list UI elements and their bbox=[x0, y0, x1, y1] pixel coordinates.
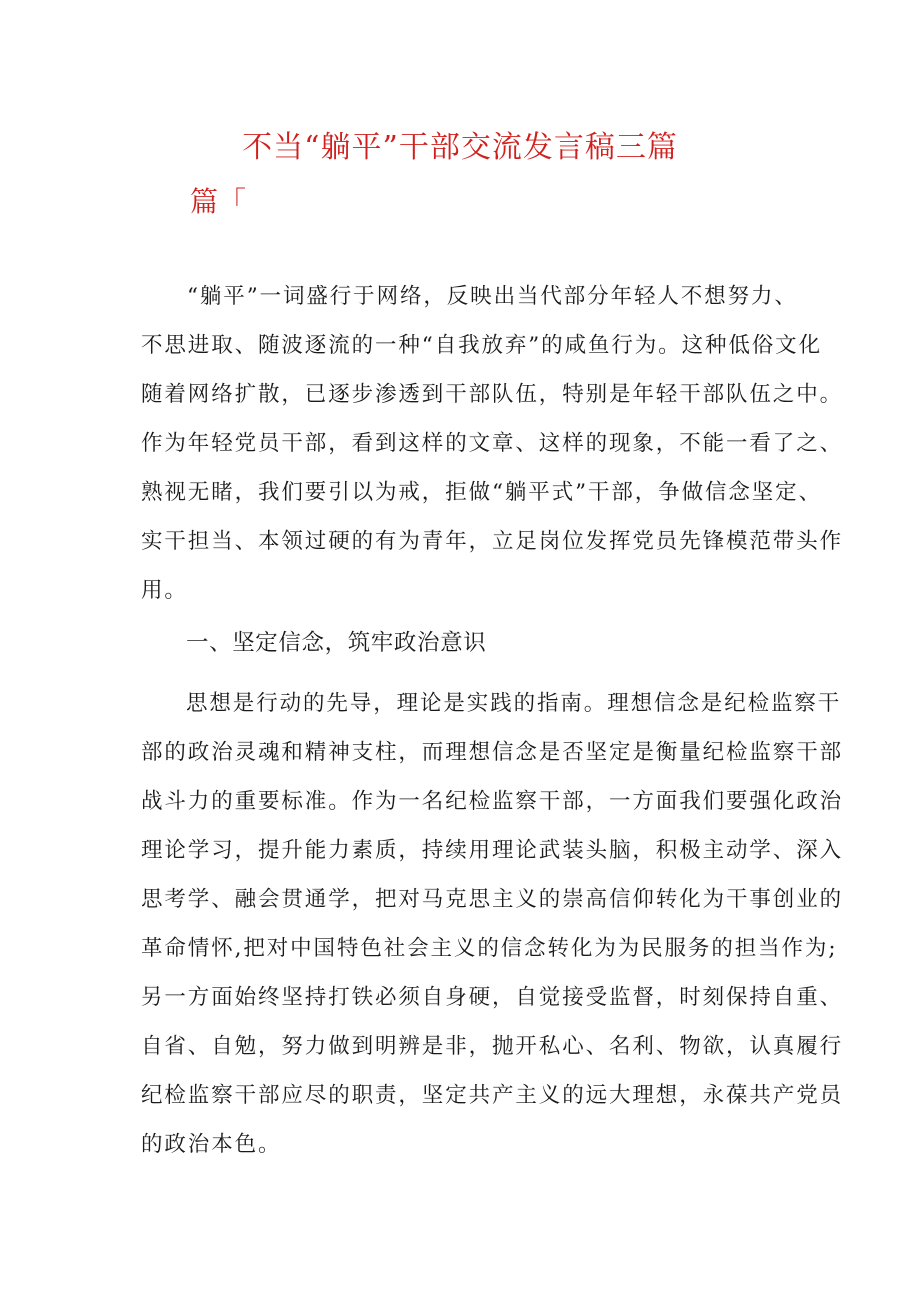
paragraph-line: 纪检监察干部应尽的职责，坚定共产主义的远大理想，永葆共产党员 bbox=[141, 1083, 844, 1108]
paragraph-line: 革命情怀,把对中国特色社会主义的信念转化为为民服务的担当作为; bbox=[141, 936, 838, 961]
paragraph-line: 思想是行动的先导，理论是实践的指南。理想信念是纪检监察干 bbox=[186, 691, 842, 716]
paragraph-line: 自省、自勉，努力做到明辨是非，抛开私心、名利、物欲，认真履行 bbox=[141, 1034, 844, 1059]
paragraph-line: 不思进取、随波逐流的一种“自我放弃”的咸鱼行为。这种低俗文化 bbox=[141, 333, 822, 358]
paragraph-line: 实干担当、本领过硬的有为青年，立足岗位发挥党员先锋模范带头作 bbox=[141, 529, 844, 554]
paragraph-line: 熟视无睹，我们要引以为戒，拒做“躺平式”干部，争做信念坚定、 bbox=[141, 480, 822, 505]
intro-paragraph bbox=[141, 272, 843, 615]
paragraph-line: 的政治本色。 bbox=[141, 1132, 282, 1157]
paragraph-line: 另一方面始终坚持打铁必须自身硬，自觉接受监督，时刻保持自重、 bbox=[141, 985, 844, 1010]
paragraph-line: 用。 bbox=[141, 578, 188, 603]
paragraph-line: 作为年轻党员干部，看到这样的文章、这样的现象，不能一看了之、 bbox=[141, 431, 844, 456]
paragraph-line: 随着网络扩散，已逐步渗透到干部队伍，特别是年轻干部队伍之中。 bbox=[141, 382, 844, 407]
paragraph-line: 思考学、融会贯通学，把对马克思主义的崇高信仰转化为干事创业的 bbox=[141, 887, 844, 912]
section-marker: 篇「 bbox=[190, 185, 247, 218]
section-heading: 一、坚定信念，筑牢政治意识 bbox=[186, 630, 487, 656]
section-paragraph bbox=[141, 679, 843, 1169]
paragraph-line: 理论学习，提升能力素质，持续用理论武装头脑，积极主动学、深入 bbox=[141, 838, 844, 863]
document-title: 不当“躺平”干部交流发言稿三篇 bbox=[242, 130, 678, 165]
paragraph-line: “躺平”一词盛行于网络，反映出当代部分年轻人不想努力、 bbox=[187, 284, 798, 309]
paragraph-line: 部的政治灵魂和精神支柱，而理想信念是否坚定是衡量纪检监察干部 bbox=[141, 740, 844, 765]
paragraph-line: 战斗力的重要标准。作为一名纪检监察干部，一方面我们要强化政治 bbox=[141, 789, 844, 814]
